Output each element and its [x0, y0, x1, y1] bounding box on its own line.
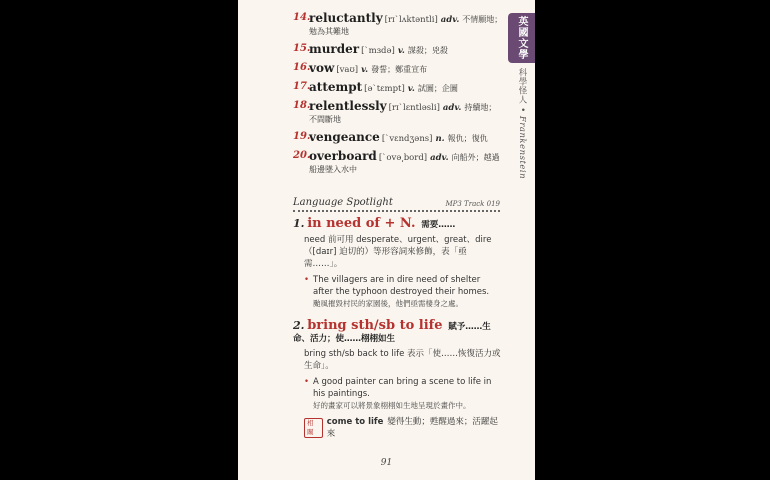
bullet-icon: •: [304, 275, 310, 285]
language-spotlight-header: [293, 197, 500, 212]
entry-phrase: in need of + N.: [307, 216, 416, 231]
vocab-item: [293, 62, 503, 76]
vocab-word: murder: [309, 42, 360, 56]
entry-example: [304, 274, 503, 310]
vocab-pos: n.: [435, 134, 445, 144]
vocab-ipa: [rɪˋlʌktəntli]: [384, 15, 438, 25]
vocab-word: vengeance: [309, 130, 380, 144]
vocab-definition: 持續地；不間斷地: [309, 103, 497, 124]
vocab-number: 14.: [293, 12, 311, 23]
entry-meaning: 賦予……生命、活力；使……栩栩如生: [293, 322, 491, 344]
vocab-definition: 不情願地；勉為其難地: [309, 15, 503, 36]
entry-number: 1.: [293, 217, 305, 230]
vocab-pos: adv.: [440, 15, 460, 25]
vocab-ipa: [rɪˋlɛntləsli]: [388, 103, 440, 113]
entry-number: 2.: [293, 319, 305, 332]
vocab-word: reluctantly: [309, 11, 383, 25]
bullet-icon: •: [304, 377, 310, 387]
spotlight-entry: [293, 218, 503, 310]
related-icon: 相關: [304, 418, 323, 438]
vocab-item: [293, 131, 503, 145]
vocab-ipa: [ˋovə͵bord]: [378, 153, 428, 163]
vocab-item: [293, 100, 503, 126]
vocab-number: 15.: [293, 43, 311, 54]
vocab-definition: 謀殺；兇殺: [407, 46, 448, 55]
related-phrase-meaning: 變得生動；甦醒過來；活躍起來: [326, 417, 498, 439]
vocab-ipa: [vaʊ]: [336, 65, 359, 75]
section-tab-label: 英國文學: [516, 16, 527, 60]
side-title-separator: •: [517, 107, 527, 113]
spotlight-title: Language Spotlight: [293, 197, 393, 208]
vocab-word: overboard: [309, 149, 377, 163]
entry-meaning: 需要……: [421, 220, 456, 230]
example-chinese: 颱風摧毀村民的家園後，他們亟需棲身之處。: [313, 299, 463, 308]
side-title-en: Frankenstein: [517, 115, 527, 180]
entry-phrase: bring sth/sb to life: [307, 318, 443, 333]
entry-explanation: need 前可用 desperate、urgent、great、dire（[daɪr] 迫切的）等形容詞來修飾，表「亟需……」。: [304, 235, 492, 269]
vocab-definition: 發誓；鄭重宣布: [371, 65, 428, 74]
example-english: A good painter can bring a scene to life in his paintings.: [313, 377, 492, 399]
vocab-pos: v.: [407, 84, 415, 94]
vocab-word: relentlessly: [309, 99, 387, 113]
related-phrase: [304, 416, 503, 440]
vocab-item: [293, 43, 503, 57]
vocab-item: [293, 150, 503, 176]
vocab-ipa: [ˋvɛndʒəns]: [381, 134, 433, 144]
vocab-ipa: [əˋtɛmpt]: [364, 84, 405, 94]
entry-explanation: bring sth/sb back to life 表示「使……恢復活力或生命」。: [304, 349, 501, 371]
vocab-number: 18.: [293, 100, 311, 111]
vocab-number: 16.: [293, 62, 311, 73]
vocab-definition: 報仇；復仇: [447, 134, 488, 143]
entry-example: [304, 376, 503, 412]
vocab-number: 17.: [293, 81, 311, 92]
vocab-item: [293, 81, 503, 95]
spotlight-track: MP3 Track 019: [445, 200, 500, 208]
page-number: 91: [380, 458, 393, 468]
vocab-number: 19.: [293, 131, 311, 142]
vocab-pos: v.: [397, 46, 405, 56]
side-title-zh: 科學怪人: [517, 68, 527, 104]
vocab-item: [293, 12, 503, 38]
vocab-definition: 試圖；企圖: [417, 84, 458, 93]
entry-heading: [293, 218, 503, 231]
spotlight-entry: [293, 320, 503, 440]
example-english: The villagers are in dire need of shelter after the typhoon destroyed their homes.: [313, 275, 490, 297]
entry-heading: [293, 320, 503, 345]
vocabulary-list: [293, 12, 503, 181]
vocab-number: 20.: [293, 150, 311, 161]
vocab-word: vow: [309, 61, 335, 75]
related-phrase-text: come to life: [326, 417, 384, 427]
vocab-pos: adv.: [442, 103, 462, 113]
vocab-ipa: [ˋmɜdə]: [361, 46, 395, 56]
book-page: [238, 0, 535, 480]
vocab-word: attempt: [309, 80, 363, 94]
section-tab: [508, 13, 535, 63]
example-chinese: 好的畫家可以將景象栩栩如生地呈現於畫作中。: [313, 401, 471, 410]
side-title: [516, 68, 528, 179]
vocab-pos: v.: [361, 65, 369, 75]
vocab-definition: 向船外；越過船邊墜入水中: [309, 153, 500, 174]
vocab-pos: adv.: [430, 153, 449, 163]
